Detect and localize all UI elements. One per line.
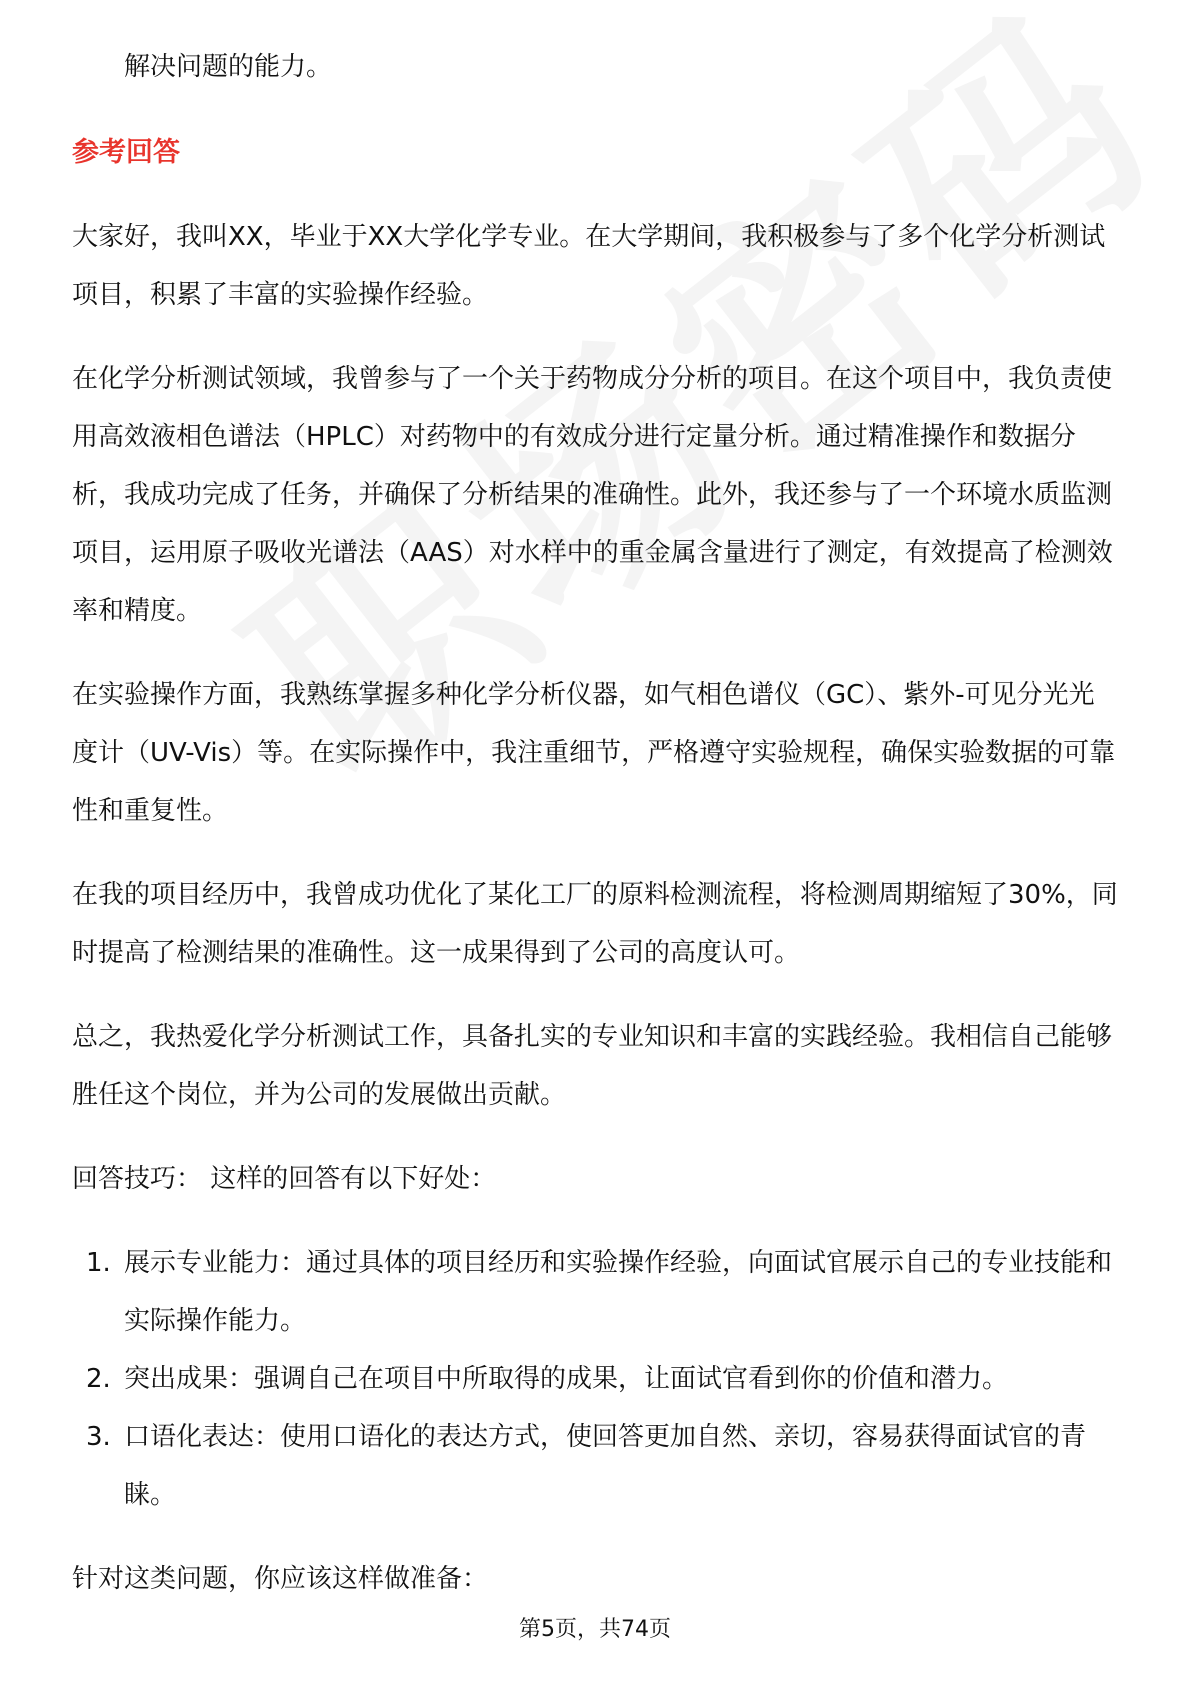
list-item-text: 口语化表达：使用口语化的表达方式，使回答更加自然、亲切，容易获得面试官的青睐。: [124, 1422, 1087, 1510]
list-item-text: 展示专业能力：通过具体的项目经历和实验操作经验，向面试官展示自己的专业技能和实际操作能力。: [124, 1248, 1113, 1336]
list-item-number: 3.: [86, 1422, 111, 1452]
answer-paragraph-4: 在我的项目经历中，我曾成功优化了某化工厂的原料检测流程，将检测周期缩短了30%，同时提高了检测结果的准确性。这一成果得到了公司的高度认可。: [72, 880, 1118, 968]
list-item: [72, 1350, 1118, 1408]
closing-line: 针对这类问题，你应该这样做准备：: [72, 1564, 489, 1594]
answer-paragraph-2: 在化学分析测试领域，我曾参与了一个关于药物成分分析的项目。在这个项目中，我负责使用高效液相色谱法（HPLC）对药物中的有效成分进行定量分析。通过精准操作和数据分析，我成功完成了任务，并确保了分析结果的准确性。此外，我还参与了一个环境水质监测项目，运用原子吸收光谱法（AAS）对水样中的重金属含量进行了测定，有效提高了检测效率和精度。: [72, 364, 1113, 626]
list-item-number: 1.: [86, 1248, 111, 1278]
list-item-number: 2.: [86, 1364, 111, 1394]
list-item-text: 突出成果：强调自己在项目中所取得的成果，让面试官看到你的价值和潜力。: [124, 1364, 1009, 1394]
list-item: [72, 1234, 1118, 1350]
page-content: [72, 38, 1118, 1608]
answer-paragraph-3: 在实验操作方面，我熟练掌握多种化学分析仪器，如气相色谱仪（GC）、紫外-可见分光光度计（UV-Vis）等。在实际操作中，我注重细节，严格遵守实验规程，确保实验数据的可靠性和重复性。: [72, 680, 1116, 826]
answer-paragraph-5: 总之，我热爱化学分析测试工作，具备扎实的专业知识和丰富的实践经验。我相信自己能够胜任这个岗位，并为公司的发展做出贡献。: [72, 1022, 1113, 1110]
continued-text-fragment: 解决问题的能力。: [124, 52, 333, 82]
list-item: [72, 1408, 1118, 1524]
answer-paragraph-1: 大家好，我叫XX，毕业于XX大学化学专业。在大学期间，我积极参与了多个化学分析测试项目，积累了丰富的实验操作经验。: [72, 222, 1106, 310]
section-title: 参考回答: [72, 137, 180, 168]
tips-intro: 回答技巧： 这样的回答有以下好处：: [72, 1164, 497, 1194]
page-footer: 第5页，共74页: [519, 1617, 671, 1642]
tips-list: [72, 1234, 1118, 1524]
